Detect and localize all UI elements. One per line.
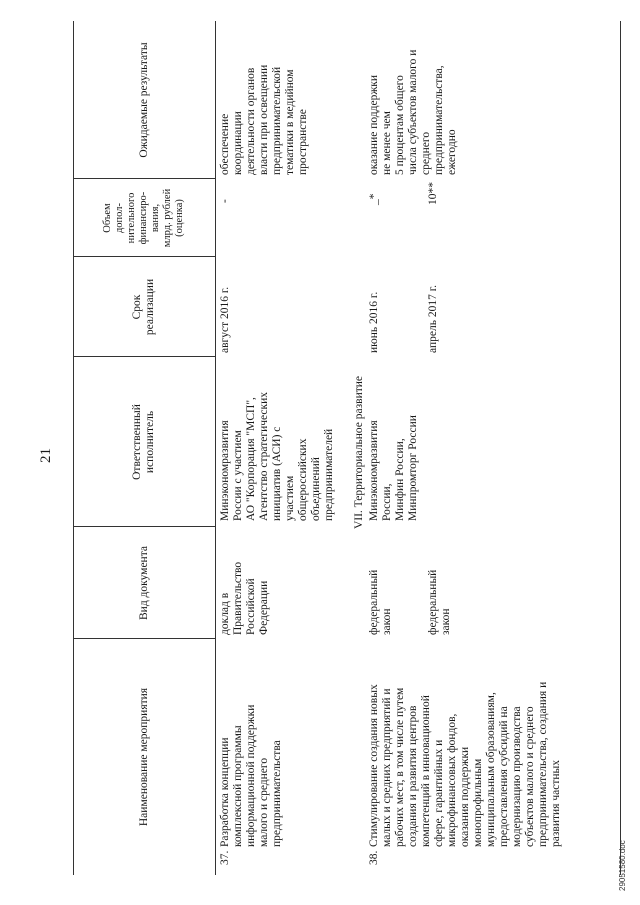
row-37-doc-type: доклад в Правительство Российской Федерации (219, 561, 270, 635)
header-executor: Ответственный исполнитель (131, 404, 156, 480)
section-heading: VII. Территориальное развитие (353, 375, 365, 530)
row-37-results: обеспечение координации деятельности органов власти при освещении предпринимательской тематики в медийном пространстве (219, 64, 309, 175)
row-38-name: Стимулирование создания новых малых и средних предприятий и рабочих мест, в том числе путем создания и развития центров компетенций в инновационной сфере, гарантийных и микрофинансовых фондов, оказания поддержки монопрофильным муниципальным образованиям, предоставления субсидий на модернизацию производства субъектов малого и среднего предпринимательства, создания и развития частных (368, 681, 562, 847)
table-header-rule (215, 21, 216, 875)
row-37-funding: - (219, 199, 231, 203)
row-37-name: Разработка концепции комплексной программы информационной поддержки малого и среднего предпринимательства (219, 704, 283, 847)
table-bottom-rule (620, 21, 621, 875)
row-37-number: 37. (219, 850, 231, 865)
row-38-executor: Минэкономразвития России, Минфин России, Минпромторг России (368, 415, 419, 521)
row-38-doc-type-1: федеральный закон (368, 569, 393, 635)
header-funding: Объем допол- нительного финансиро- вания, млрд. рублей (оценка) (102, 188, 185, 248)
row-37-executor: Минэкономразвития России с участием АО "Корпорация "МСП", Агентство стратегических инициатив (АСИ) с участием общероссийских объединений предпринимателей (219, 392, 335, 521)
row-38-results: оказание поддержки не менее чем 5 процентам общего числа субъектов малого и среднего предпринимательства, ежегодно (368, 49, 458, 175)
header-deadline: Срок реализации (131, 278, 156, 336)
header-name: Наименование мероприятия (137, 687, 150, 827)
header-doc-type: Вид документа (137, 546, 150, 620)
header-results: Ожидаемые результаты (137, 42, 150, 158)
footer-document-code: 29051580.doc (618, 840, 627, 891)
row-38-funding-2: 10** (427, 182, 439, 205)
row-38-deadline-1: июнь 2016 г. (368, 291, 380, 353)
row-38-number: 38. (368, 850, 380, 865)
page-number: 21 (38, 448, 54, 463)
row-37-deadline: август 2016 г. (219, 286, 231, 353)
row-38-deadline-2: апрель 2017 г. (427, 285, 439, 353)
row-38-doc-type-2: федеральный закон (427, 569, 452, 635)
row-38-funding-1: _* (368, 193, 380, 205)
